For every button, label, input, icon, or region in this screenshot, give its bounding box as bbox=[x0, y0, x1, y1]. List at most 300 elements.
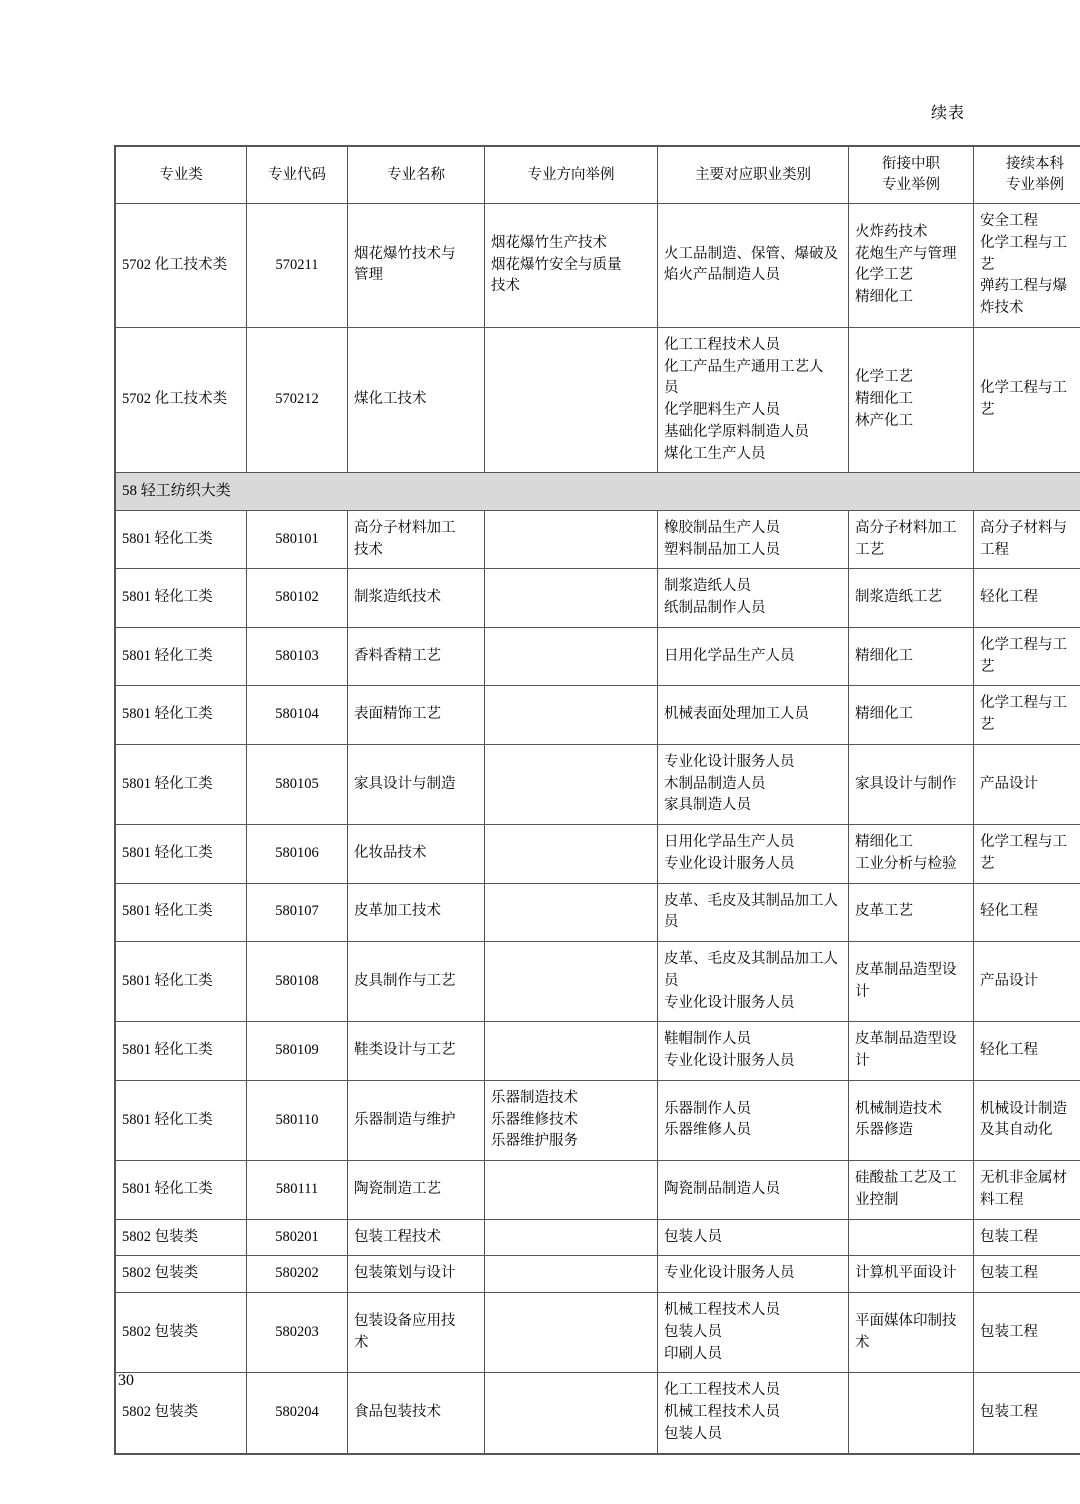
cell-line bbox=[491, 1040, 651, 1062]
cell-line: 5802 包装类 bbox=[122, 1404, 199, 1421]
cell-major-code bbox=[247, 1256, 348, 1293]
cell-line: 乐器制造与维护 bbox=[354, 1111, 456, 1128]
cell-occupation-category bbox=[658, 744, 849, 824]
cell-line: 火炸药技术 bbox=[855, 223, 928, 240]
header-occupation-category: 主要对应职业类别 bbox=[658, 146, 849, 204]
cell-line: 5801 轻化工类 bbox=[122, 530, 213, 547]
cell-line bbox=[491, 843, 651, 865]
cell-line: 5801 轻化工类 bbox=[122, 775, 213, 792]
cell-major-category bbox=[115, 1373, 247, 1454]
cell-line: 纸制品制作人员 bbox=[664, 600, 766, 617]
cell-line: 皮革、毛皮及其制品加工人 bbox=[664, 892, 838, 909]
cell-major-code bbox=[247, 1219, 348, 1256]
cell-line: 化学工程与工 bbox=[980, 636, 1067, 653]
cell-line: 轻化工程 bbox=[980, 903, 1038, 920]
cell-occupation-category bbox=[658, 327, 849, 473]
cell-line: 皮革工艺 bbox=[855, 903, 913, 920]
cell-occupation-category bbox=[658, 686, 849, 745]
cell-major-name bbox=[348, 1219, 485, 1256]
cell-major-direction bbox=[485, 510, 658, 569]
cell-major-category bbox=[115, 1022, 247, 1081]
cell-undergraduate-link bbox=[974, 204, 1080, 328]
cell-line: 食品包装技术 bbox=[354, 1404, 441, 1421]
cell-line: 高分子材料加工 bbox=[354, 519, 456, 536]
cell-major-direction bbox=[485, 883, 658, 942]
cell-line: 橡胶制品生产人员 bbox=[664, 519, 780, 536]
cell-occupation-category bbox=[658, 510, 849, 569]
cell-line: 乐器维护服务 bbox=[491, 1133, 578, 1150]
cell-line: 员 bbox=[664, 380, 679, 397]
cell-line: 5802 包装类 bbox=[122, 1323, 199, 1340]
cell-line bbox=[491, 704, 651, 726]
cell-major-code bbox=[247, 569, 348, 628]
cell-line: 5801 轻化工类 bbox=[122, 844, 213, 861]
cell-major-category bbox=[115, 1256, 247, 1293]
cell-line: 轻化工程 bbox=[980, 1042, 1038, 1059]
cell-line: 家具制造人员 bbox=[664, 797, 751, 814]
cell-undergraduate-link bbox=[974, 1373, 1080, 1454]
cell-line: 化学工艺 bbox=[855, 369, 913, 386]
cell-major-direction bbox=[485, 1293, 658, 1373]
cell-occupation-category bbox=[658, 942, 849, 1022]
cell-line: 精细化工 bbox=[855, 706, 913, 723]
table-row bbox=[115, 1022, 1080, 1081]
cell-line: 员 bbox=[664, 914, 679, 931]
cell-line bbox=[491, 971, 651, 993]
cell-line: 580106 bbox=[275, 844, 319, 861]
cell-major-category bbox=[115, 1161, 247, 1220]
cell-major-direction bbox=[485, 327, 658, 473]
cell-line: 林产化工 bbox=[855, 412, 913, 429]
table-row bbox=[115, 1080, 1080, 1160]
cell-vocational-link bbox=[849, 510, 974, 569]
cell-line: 皮革制品造型设 bbox=[855, 961, 957, 978]
cell-line: 日用化学品生产人员 bbox=[664, 834, 795, 851]
group-label-text: 58 轻工纺织大类 bbox=[122, 483, 231, 500]
cell-major-category bbox=[115, 744, 247, 824]
cell-line: 机械制造技术 bbox=[855, 1100, 942, 1117]
cell-line: 焰火产品制造人员 bbox=[664, 267, 780, 284]
cell-major-code bbox=[247, 327, 348, 473]
cell-major-name bbox=[348, 569, 485, 628]
cell-line bbox=[491, 1179, 651, 1201]
cell-line: 机械工程技术人员 bbox=[664, 1302, 780, 1319]
cell-occupation-category bbox=[658, 1293, 849, 1373]
table-row bbox=[115, 686, 1080, 745]
cell-line: 5702 化工技术类 bbox=[122, 256, 228, 273]
cell-line: 5801 轻化工类 bbox=[122, 1180, 213, 1197]
cell-line: 包装工程 bbox=[980, 1228, 1038, 1245]
cell-line: 机械表面处理加工人员 bbox=[664, 706, 809, 723]
cell-line: 术 bbox=[354, 1334, 369, 1351]
cell-line bbox=[491, 1227, 651, 1249]
cell-major-category bbox=[115, 883, 247, 942]
cell-line: 5801 轻化工类 bbox=[122, 1042, 213, 1059]
cell-occupation-category bbox=[658, 627, 849, 686]
cell-line: 硅酸盐工艺及工 bbox=[855, 1170, 957, 1187]
cell-major-direction bbox=[485, 825, 658, 884]
cell-line: 艺 bbox=[980, 256, 995, 273]
cell-undergraduate-link bbox=[974, 1161, 1080, 1220]
cell-occupation-category bbox=[658, 1219, 849, 1256]
cell-major-code bbox=[247, 825, 348, 884]
cell-line: 580203 bbox=[275, 1323, 319, 1340]
cell-line: 精细化工 bbox=[855, 289, 913, 306]
cell-vocational-link bbox=[849, 744, 974, 824]
cell-line: 艺 bbox=[980, 717, 995, 734]
cell-major-code bbox=[247, 1373, 348, 1454]
table-row bbox=[115, 327, 1080, 473]
cell-line: 精细化工 bbox=[855, 834, 913, 851]
cell-line: 鞋帽制作人员 bbox=[664, 1031, 751, 1048]
cell-major-direction bbox=[485, 942, 658, 1022]
cell-line: 包装人员 bbox=[664, 1323, 722, 1340]
cell-line: 精细化工 bbox=[855, 391, 913, 408]
cell-line: 专业化设计服务人员 bbox=[664, 994, 795, 1011]
cell-vocational-link bbox=[849, 569, 974, 628]
cell-major-category bbox=[115, 686, 247, 745]
cell-line: 煤化工生产人员 bbox=[664, 445, 766, 462]
cell-line: 及其自动化 bbox=[980, 1122, 1053, 1139]
table-row bbox=[115, 627, 1080, 686]
cell-line: 烟花爆竹技术与 bbox=[354, 245, 456, 262]
cell-line: 包装工程 bbox=[980, 1265, 1038, 1282]
cell-major-category bbox=[115, 627, 247, 686]
cell-line: 包装工程 bbox=[980, 1323, 1038, 1340]
cell-line: 包装人员 bbox=[664, 1425, 722, 1442]
cell-line: 5801 轻化工类 bbox=[122, 589, 213, 606]
table-row bbox=[115, 942, 1080, 1022]
cell-line: 化学工程与工 bbox=[980, 695, 1067, 712]
cell-line: 乐器制作人员 bbox=[664, 1100, 751, 1117]
cell-line bbox=[491, 646, 651, 668]
cell-line: 计 bbox=[855, 1053, 870, 1070]
cell-line: 烟花爆竹生产技术 bbox=[491, 234, 607, 251]
cell-occupation-category bbox=[658, 825, 849, 884]
cell-vocational-link bbox=[849, 825, 974, 884]
cell-line: 580107 bbox=[275, 903, 319, 920]
cell-line: 乐器制造技术 bbox=[491, 1089, 578, 1106]
cell-line: 化学工程与工 bbox=[980, 834, 1067, 851]
cell-occupation-category bbox=[658, 1022, 849, 1081]
cell-line bbox=[491, 529, 651, 551]
cell-line: 580108 bbox=[275, 972, 319, 989]
cell-line: 火工品制造、保管、爆破及 bbox=[664, 245, 838, 262]
cell-major-category bbox=[115, 1219, 247, 1256]
cell-major-name bbox=[348, 883, 485, 942]
cell-vocational-link bbox=[849, 1022, 974, 1081]
cell-major-direction bbox=[485, 627, 658, 686]
majors-table bbox=[114, 145, 1080, 1455]
cell-line: 580105 bbox=[275, 775, 319, 792]
cell-major-name bbox=[348, 1293, 485, 1373]
cell-line: 专业化设计服务人员 bbox=[664, 1265, 795, 1282]
cell-occupation-category bbox=[658, 204, 849, 328]
cell-line: 日用化学品生产人员 bbox=[664, 647, 795, 664]
cell-major-name bbox=[348, 510, 485, 569]
cell-major-code bbox=[247, 627, 348, 686]
cell-line bbox=[855, 1227, 967, 1249]
cell-line: 平面媒体印制技 bbox=[855, 1312, 957, 1329]
cell-vocational-link bbox=[849, 883, 974, 942]
cell-line: 乐器修造 bbox=[855, 1122, 913, 1139]
header-major-category: 专业类 bbox=[115, 146, 247, 204]
cell-major-name bbox=[348, 1161, 485, 1220]
cell-line: 料工程 bbox=[980, 1191, 1024, 1208]
cell-major-direction bbox=[485, 1161, 658, 1220]
cell-line: 皮革制品造型设 bbox=[855, 1031, 957, 1048]
cell-line: 皮革加工技术 bbox=[354, 903, 441, 920]
cell-major-code bbox=[247, 686, 348, 745]
cell-line: 烟花爆竹安全与质量 bbox=[491, 256, 622, 273]
cell-occupation-category bbox=[658, 1373, 849, 1454]
cell-major-category bbox=[115, 569, 247, 628]
cell-line bbox=[491, 774, 651, 796]
cell-line: 乐器维修人员 bbox=[664, 1122, 751, 1139]
cell-undergraduate-link bbox=[974, 883, 1080, 942]
cell-major-direction bbox=[485, 1373, 658, 1454]
cell-line: 专业化设计服务人员 bbox=[664, 753, 795, 770]
cell-line: 580204 bbox=[275, 1404, 319, 1421]
cell-line: 家具设计与制造 bbox=[354, 775, 456, 792]
cell-major-direction bbox=[485, 1080, 658, 1160]
cell-vocational-link bbox=[849, 1080, 974, 1160]
header-undergraduate-link: 接续本科 专业举例 bbox=[974, 146, 1080, 204]
table-row bbox=[115, 883, 1080, 942]
cell-line: 化工产品生产通用工艺人 bbox=[664, 358, 824, 375]
cell-line: 艺 bbox=[980, 658, 995, 675]
cell-line: 艺 bbox=[980, 402, 995, 419]
continued-table-label: 续表 bbox=[930, 105, 965, 122]
cell-line bbox=[855, 1402, 967, 1424]
cell-major-name bbox=[348, 686, 485, 745]
cell-undergraduate-link bbox=[974, 327, 1080, 473]
cell-line bbox=[491, 1402, 651, 1424]
cell-undergraduate-link bbox=[974, 942, 1080, 1022]
cell-line: 技术 bbox=[491, 278, 520, 295]
cell-line: 炸技术 bbox=[980, 300, 1024, 317]
cell-line: 专业化设计服务人员 bbox=[664, 855, 795, 872]
cell-vocational-link bbox=[849, 1219, 974, 1256]
cell-occupation-category bbox=[658, 1080, 849, 1160]
cell-major-name bbox=[348, 1022, 485, 1081]
cell-major-category bbox=[115, 942, 247, 1022]
cell-major-name bbox=[348, 744, 485, 824]
cell-undergraduate-link bbox=[974, 825, 1080, 884]
cell-line: 化学工程与工 bbox=[980, 234, 1067, 251]
cell-major-name bbox=[348, 627, 485, 686]
cell-line: 包装设备应用技 bbox=[354, 1312, 456, 1329]
cell-line: 鞋类设计与工艺 bbox=[354, 1042, 456, 1059]
cell-line: 5801 轻化工类 bbox=[122, 1111, 213, 1128]
cell-major-direction bbox=[485, 569, 658, 628]
cell-line: 塑料制品加工人员 bbox=[664, 541, 780, 558]
cell-major-direction bbox=[485, 1256, 658, 1293]
header-major-code: 专业代码 bbox=[247, 146, 348, 204]
cell-undergraduate-link bbox=[974, 510, 1080, 569]
cell-undergraduate-link bbox=[974, 744, 1080, 824]
cell-line bbox=[491, 1263, 651, 1285]
cell-line: 化妆品技术 bbox=[354, 844, 427, 861]
cell-major-code bbox=[247, 204, 348, 328]
cell-line: 陶瓷制品制造人员 bbox=[664, 1180, 780, 1197]
cell-undergraduate-link bbox=[974, 569, 1080, 628]
cell-major-category bbox=[115, 1293, 247, 1373]
cell-line: 计 bbox=[855, 983, 870, 1000]
cell-line: 工业分析与检验 bbox=[855, 855, 957, 872]
group-label bbox=[115, 473, 1080, 511]
cell-line: 580111 bbox=[275, 1180, 319, 1197]
cell-line: 包装策划与设计 bbox=[354, 1265, 456, 1282]
cell-occupation-category bbox=[658, 883, 849, 942]
cell-line: 产品设计 bbox=[980, 972, 1038, 989]
cell-line: 制浆造纸人员 bbox=[664, 578, 751, 595]
cell-line: 煤化工技术 bbox=[354, 391, 427, 408]
cell-line: 580101 bbox=[275, 530, 319, 547]
cell-major-category bbox=[115, 204, 247, 328]
cell-line: 术 bbox=[855, 1334, 870, 1351]
cell-line: 570211 bbox=[275, 256, 319, 273]
cell-line: 570212 bbox=[275, 391, 319, 408]
table-row bbox=[115, 1256, 1080, 1293]
cell-line: 计算机平面设计 bbox=[855, 1265, 957, 1282]
cell-line: 5802 包装类 bbox=[122, 1265, 199, 1282]
table-row bbox=[115, 744, 1080, 824]
cell-line: 轻化工程 bbox=[980, 589, 1038, 606]
header-major-direction: 专业方向举例 bbox=[485, 146, 658, 204]
majors-table-wrapper bbox=[114, 145, 1067, 1455]
cell-undergraduate-link bbox=[974, 1219, 1080, 1256]
cell-undergraduate-link bbox=[974, 1080, 1080, 1160]
cell-vocational-link bbox=[849, 1293, 974, 1373]
cell-undergraduate-link bbox=[974, 1293, 1080, 1373]
page-number: 30 bbox=[118, 1372, 134, 1389]
cell-vocational-link bbox=[849, 1373, 974, 1454]
table-row bbox=[115, 825, 1080, 884]
cell-major-direction bbox=[485, 744, 658, 824]
cell-major-direction bbox=[485, 204, 658, 328]
cell-line: 化学工程与工 bbox=[980, 380, 1067, 397]
cell-major-category bbox=[115, 510, 247, 569]
cell-vocational-link bbox=[849, 942, 974, 1022]
cell-major-code bbox=[247, 510, 348, 569]
cell-line: 5801 轻化工类 bbox=[122, 647, 213, 664]
cell-line: 机械工程技术人员 bbox=[664, 1404, 780, 1421]
cell-line: 木制品制造人员 bbox=[664, 775, 766, 792]
cell-line: 580110 bbox=[275, 1111, 319, 1128]
cell-line: 工程 bbox=[980, 541, 1009, 558]
cell-vocational-link bbox=[849, 1256, 974, 1293]
cell-major-name bbox=[348, 825, 485, 884]
cell-line: 表面精饰工艺 bbox=[354, 706, 441, 723]
table-group-row bbox=[115, 473, 1080, 511]
table-row bbox=[115, 1219, 1080, 1256]
cell-occupation-category bbox=[658, 569, 849, 628]
cell-vocational-link bbox=[849, 686, 974, 745]
cell-major-name bbox=[348, 1373, 485, 1454]
cell-occupation-category bbox=[658, 1256, 849, 1293]
cell-major-code bbox=[247, 1022, 348, 1081]
cell-line: 弹药工程与爆 bbox=[980, 278, 1067, 295]
cell-major-name bbox=[348, 1256, 485, 1293]
cell-major-code bbox=[247, 883, 348, 942]
cell-line: 制浆造纸工艺 bbox=[855, 589, 942, 606]
cell-line: 花炮生产与管理 bbox=[855, 245, 957, 262]
cell-line: 机械设计制造 bbox=[980, 1100, 1067, 1117]
table-header-row bbox=[115, 146, 1080, 204]
cell-line: 5801 轻化工类 bbox=[122, 706, 213, 723]
table-row bbox=[115, 1373, 1080, 1454]
cell-line: 5801 轻化工类 bbox=[122, 972, 213, 989]
table-row bbox=[115, 569, 1080, 628]
cell-line: 5702 化工技术类 bbox=[122, 391, 228, 408]
cell-undergraduate-link bbox=[974, 1022, 1080, 1081]
cell-line: 包装工程 bbox=[980, 1404, 1038, 1421]
cell-line: 精细化工 bbox=[855, 647, 913, 664]
cell-vocational-link bbox=[849, 327, 974, 473]
cell-line bbox=[491, 587, 651, 609]
table-head bbox=[115, 146, 1080, 204]
cell-line: 皮具制作与工艺 bbox=[354, 972, 456, 989]
cell-undergraduate-link bbox=[974, 686, 1080, 745]
cell-major-name bbox=[348, 1080, 485, 1160]
cell-line: 580102 bbox=[275, 589, 319, 606]
cell-line: 印刷人员 bbox=[664, 1345, 722, 1362]
table-row bbox=[115, 1161, 1080, 1220]
cell-line: 产品设计 bbox=[980, 775, 1038, 792]
cell-line: 包装工程技术 bbox=[354, 1228, 441, 1245]
cell-line: 无机非金属材 bbox=[980, 1170, 1067, 1187]
cell-line: 高分子材料加工 bbox=[855, 519, 957, 536]
cell-vocational-link bbox=[849, 627, 974, 686]
cell-line: 高分子材料与 bbox=[980, 519, 1067, 536]
cell-line: 基础化学原料制造人员 bbox=[664, 423, 809, 440]
cell-line: 5802 包装类 bbox=[122, 1228, 199, 1245]
cell-line: 管理 bbox=[354, 267, 383, 284]
cell-line: 香料香精工艺 bbox=[354, 647, 441, 664]
cell-line: 580201 bbox=[275, 1228, 319, 1245]
cell-line: 员 bbox=[664, 972, 679, 989]
cell-line: 包装人员 bbox=[664, 1228, 722, 1245]
cell-line: 陶瓷制造工艺 bbox=[354, 1180, 441, 1197]
cell-line: 安全工程 bbox=[980, 213, 1038, 230]
cell-line: 化工工程技术人员 bbox=[664, 1382, 780, 1399]
cell-major-code bbox=[247, 1293, 348, 1373]
cell-line: 艺 bbox=[980, 855, 995, 872]
cell-vocational-link bbox=[849, 1161, 974, 1220]
cell-major-direction bbox=[485, 1219, 658, 1256]
cell-major-category bbox=[115, 825, 247, 884]
cell-line: 化工工程技术人员 bbox=[664, 336, 780, 353]
cell-major-name bbox=[348, 942, 485, 1022]
cell-occupation-category bbox=[658, 1161, 849, 1220]
cell-line: 化学肥料生产人员 bbox=[664, 402, 780, 419]
cell-major-code bbox=[247, 1080, 348, 1160]
cell-undergraduate-link bbox=[974, 1256, 1080, 1293]
cell-major-name bbox=[348, 204, 485, 328]
cell-line: 化学工艺 bbox=[855, 267, 913, 284]
table-row bbox=[115, 1293, 1080, 1373]
cell-line bbox=[491, 1322, 651, 1344]
cell-line: 580104 bbox=[275, 706, 319, 723]
cell-line: 业控制 bbox=[855, 1191, 899, 1208]
cell-line: 制浆造纸技术 bbox=[354, 589, 441, 606]
cell-line: 5801 轻化工类 bbox=[122, 903, 213, 920]
cell-line: 580202 bbox=[275, 1265, 319, 1282]
cell-line bbox=[491, 389, 651, 411]
cell-line bbox=[491, 901, 651, 923]
table-body bbox=[115, 204, 1080, 1454]
